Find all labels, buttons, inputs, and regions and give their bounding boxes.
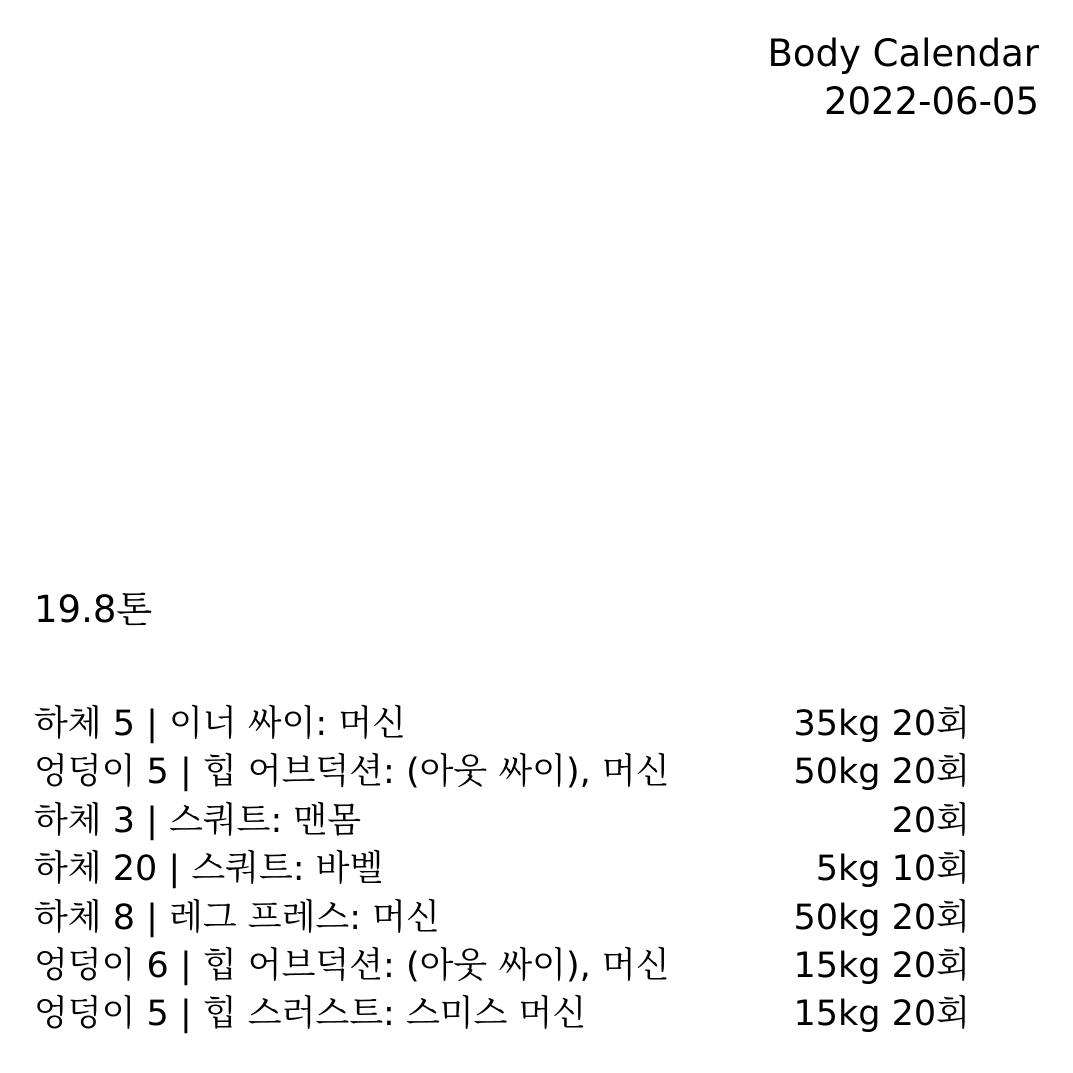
- exercise-row: [34, 942, 970, 990]
- exercise-row: [34, 797, 970, 845]
- exercise-name: 하체 8 | 레그 프레스: 머신: [34, 897, 440, 938]
- exercise-amount: 50kg 20회: [793, 897, 970, 938]
- exercise-row: [34, 990, 970, 1038]
- date-label: 2022-06-05: [823, 80, 1039, 123]
- exercise-amount: 35kg 20회: [793, 704, 970, 744]
- exercise-name: 엉덩이 6 | 힙 어브덕션: (아웃 싸이), 머신: [34, 945, 670, 986]
- exercise-amount: 15kg 20회: [793, 994, 970, 1035]
- app-title: Body Calendar: [767, 32, 1039, 75]
- header: [767, 30, 1039, 126]
- exercise-row: [34, 845, 970, 893]
- exercise-amount: 15kg 20회: [793, 945, 970, 986]
- exercise-list: [34, 700, 970, 1039]
- exercise-row: [34, 700, 970, 748]
- exercise-amount: 20회: [891, 800, 970, 841]
- exercise-name: 엉덩이 5 | 힙 스러스트: 스미스 머신: [34, 994, 587, 1035]
- exercise-row: [34, 748, 970, 796]
- exercise-name: 하체 3 | 스쿼트: 맨몸: [34, 800, 362, 841]
- exercise-name: 엉덩이 5 | 힙 어브덕션: (아웃 싸이), 머신: [34, 752, 670, 793]
- exercise-name: 하체 5 | 이너 싸이: 머신: [34, 704, 406, 744]
- exercise-amount: 50kg 20회: [793, 752, 970, 793]
- exercise-row: [34, 894, 970, 942]
- exercise-name: 하체 20 | 스쿼트: 바벨: [34, 849, 384, 890]
- total-volume: 19.8톤: [34, 588, 153, 631]
- exercise-amount: 5kg 10회: [815, 849, 970, 890]
